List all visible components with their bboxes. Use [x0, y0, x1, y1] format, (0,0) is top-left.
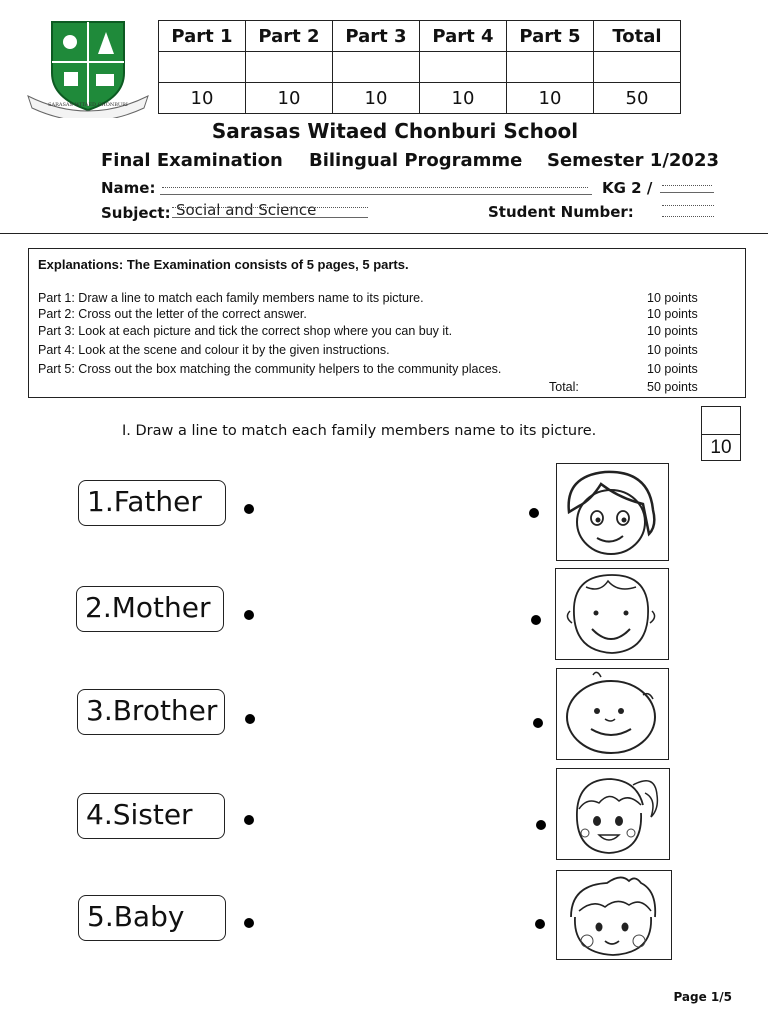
question-max-score: 10	[710, 437, 732, 458]
explanation-part: Part 2: Cross out the letter of the correct answer.	[38, 307, 307, 321]
student-number-label: Student Number:	[488, 203, 634, 221]
semester-title: Semester 1/2023	[547, 150, 720, 171]
explanation-part: Part 4: Look at the scene and colour it by the given instructions.	[38, 343, 390, 357]
name-card-label: 1.Father	[87, 485, 202, 518]
programme-title: Bilingual Programme	[309, 150, 523, 171]
explanation-part: Part 1: Draw a line to match each family members name to its picture.	[38, 291, 424, 305]
max-score: 10	[333, 83, 420, 114]
explanations-box	[28, 248, 746, 398]
max-score: 10	[246, 83, 333, 114]
match-dot-right[interactable]	[536, 820, 546, 830]
explanation-total-points: 50 points	[647, 380, 698, 394]
score-header: Part 2	[246, 21, 333, 52]
explanation-points: 10 points	[647, 362, 698, 376]
name-card-label: 3.Brother	[86, 694, 218, 727]
subject-dots	[172, 202, 368, 208]
exam-title: Final Examination	[101, 150, 283, 171]
class-label: KG 2 /	[602, 179, 653, 197]
score-cell[interactable]	[246, 52, 333, 83]
question-score-box	[701, 406, 741, 461]
score-header: Part 3	[333, 21, 420, 52]
name-card-baby	[78, 895, 226, 941]
explanation-total-label: Total:	[549, 380, 579, 394]
name-card-label: 5.Baby	[87, 900, 185, 933]
name-card-label: 4.Sister	[86, 798, 193, 831]
max-score: 10	[507, 83, 594, 114]
explanation-points: 10 points	[647, 343, 698, 357]
question-score-input[interactable]	[702, 407, 740, 435]
score-cell[interactable]	[594, 52, 681, 83]
match-dot-left[interactable]	[244, 504, 254, 514]
score-header-total: Total	[594, 21, 681, 52]
score-table	[158, 20, 681, 114]
name-field[interactable]	[162, 181, 588, 188]
score-header: Part 4	[420, 21, 507, 52]
score-header: Part 5	[507, 21, 594, 52]
student-number-field-line2	[662, 211, 714, 217]
explanation-points: 10 points	[647, 291, 698, 305]
name-card-mother	[76, 586, 224, 632]
logo-caption: SARASAS WITAED CHONBURI	[48, 102, 128, 108]
score-cell[interactable]	[420, 52, 507, 83]
page-number: Page 1/5	[673, 990, 732, 1004]
explanations-heading: Explanations: The Examination consists of 5 pages, 5 parts.	[38, 257, 409, 272]
match-dot-right[interactable]	[531, 615, 541, 625]
subject-label: Subject:	[101, 204, 171, 222]
score-header: Part 1	[159, 21, 246, 52]
question-title: I. Draw a line to match each family members name to its picture.	[122, 423, 597, 439]
ponytail-girl-face-icon	[556, 768, 670, 860]
match-dot-left[interactable]	[244, 815, 254, 825]
young-boy-face-icon	[556, 870, 672, 960]
name-card-father	[78, 480, 226, 526]
subject-underline	[172, 217, 368, 218]
boy-face-icon	[555, 568, 669, 660]
explanation-points: 10 points	[647, 324, 698, 338]
name-label: Name:	[101, 179, 156, 197]
match-dot-left[interactable]	[244, 610, 254, 620]
header-divider	[0, 233, 768, 234]
school-logo	[24, 18, 152, 118]
name-card-sister	[77, 793, 225, 839]
match-dot-left[interactable]	[245, 714, 255, 724]
school-name: Sarasas Witaed Chonburi School	[211, 119, 579, 143]
baby-face-icon	[556, 668, 669, 760]
match-dot-right[interactable]	[529, 508, 539, 518]
match-dot-left[interactable]	[244, 918, 254, 928]
score-cell[interactable]	[333, 52, 420, 83]
match-dot-right[interactable]	[535, 919, 545, 929]
class-underline	[660, 192, 714, 193]
class-field[interactable]	[662, 180, 712, 186]
name-card-label: 2.Mother	[85, 591, 211, 624]
match-dot-right[interactable]	[533, 718, 543, 728]
max-score: 50	[594, 83, 681, 114]
student-number-field[interactable]	[662, 200, 714, 206]
score-cell[interactable]	[159, 52, 246, 83]
max-score: 10	[420, 83, 507, 114]
explanation-part: Part 3: Look at each picture and tick the correct shop where you can buy it.	[38, 324, 453, 338]
subject-value: Social and Science	[176, 201, 317, 219]
max-score: 10	[159, 83, 246, 114]
name-underline	[160, 194, 592, 195]
explanation-part: Part 5: Cross out the box matching the community helpers to the community places.	[38, 362, 502, 376]
name-card-brother	[77, 689, 225, 735]
girl-face-icon	[556, 463, 669, 561]
score-cell[interactable]	[507, 52, 594, 83]
explanation-points: 10 points	[647, 307, 698, 321]
